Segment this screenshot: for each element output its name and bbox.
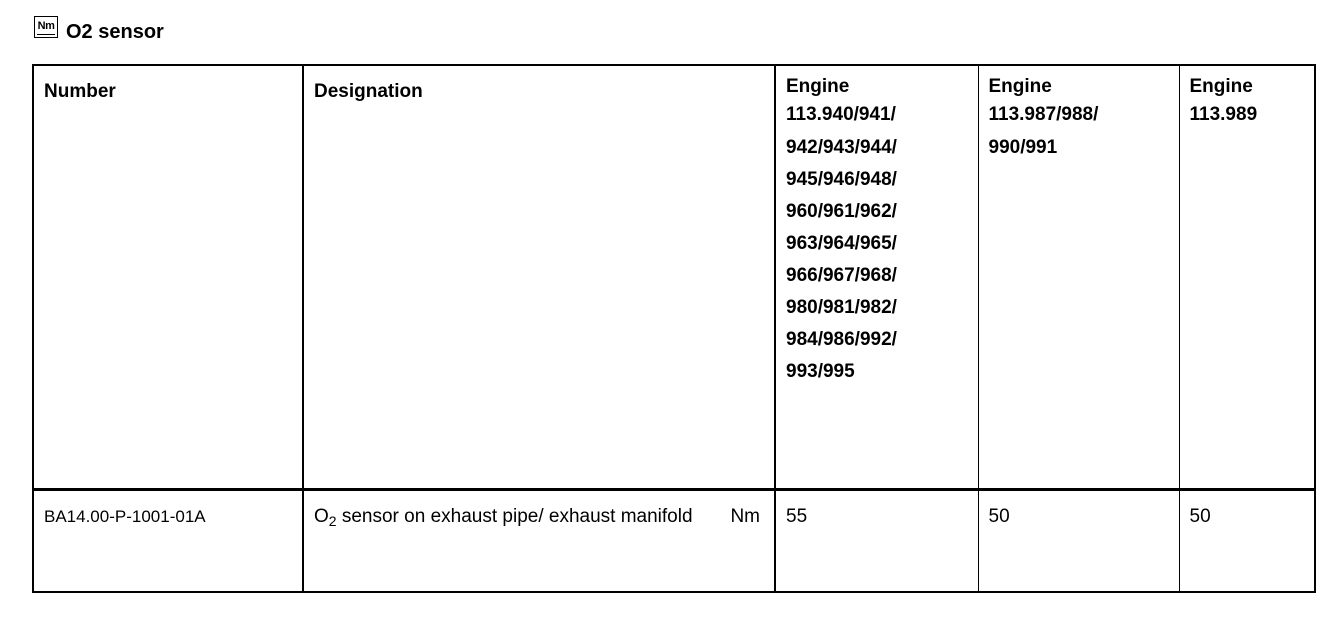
engine-1-codes: 942/943/944/	[786, 137, 897, 158]
engine-2-codes: 990/991	[988, 137, 1058, 158]
torque-spec-table	[32, 64, 1316, 593]
engine-3-label: Engine	[1189, 76, 1253, 97]
cell-engine-2-value: 50	[978, 490, 1179, 593]
designation-rest: sensor on exhaust pipe/ exhaust manifold	[336, 506, 693, 527]
section-heading	[34, 18, 164, 46]
designation-text	[314, 501, 694, 537]
engine-1-label: Engine	[786, 76, 850, 97]
section-title: O2 sensor	[66, 20, 164, 43]
engine-2-codes: 113.987/988/	[988, 104, 1099, 125]
column-header-engine-1	[775, 65, 978, 490]
designation-prefix: O	[314, 506, 329, 527]
table-header-row	[33, 65, 1315, 490]
engine-1-codes: 966/967/968/	[786, 265, 897, 286]
part-number: BA14.00-P-1001-01A	[44, 507, 206, 526]
engine-1-codes: 960/961/962/	[786, 201, 897, 222]
cell-engine-3-value: 50	[1179, 490, 1315, 593]
unit-label: Nm	[730, 506, 760, 527]
engine-1-codes: 980/981/982/	[786, 297, 897, 318]
engine-2-label: Engine	[988, 76, 1052, 97]
engine-1-codes: 984/986/992/	[786, 329, 897, 350]
column-header-number: Number	[33, 65, 303, 490]
cell-engine-1-value: 55	[775, 490, 978, 593]
cell-number	[33, 490, 303, 593]
designation-subscript: 2	[328, 513, 337, 529]
column-header-designation: Designation	[303, 65, 775, 490]
engine-1-codes: 113.940/941/	[786, 104, 896, 125]
table-row	[33, 490, 1315, 593]
torque-nm-icon: Nm	[34, 16, 58, 38]
cell-designation	[303, 490, 775, 593]
engine-3-codes: 113.989	[1189, 104, 1258, 125]
column-header-engine-3	[1179, 65, 1315, 490]
engine-1-codes: 993/995	[786, 361, 855, 382]
engine-1-codes: 945/946/948/	[786, 169, 897, 190]
column-header-engine-2	[978, 65, 1179, 490]
engine-1-codes: 963/964/965/	[786, 233, 897, 254]
